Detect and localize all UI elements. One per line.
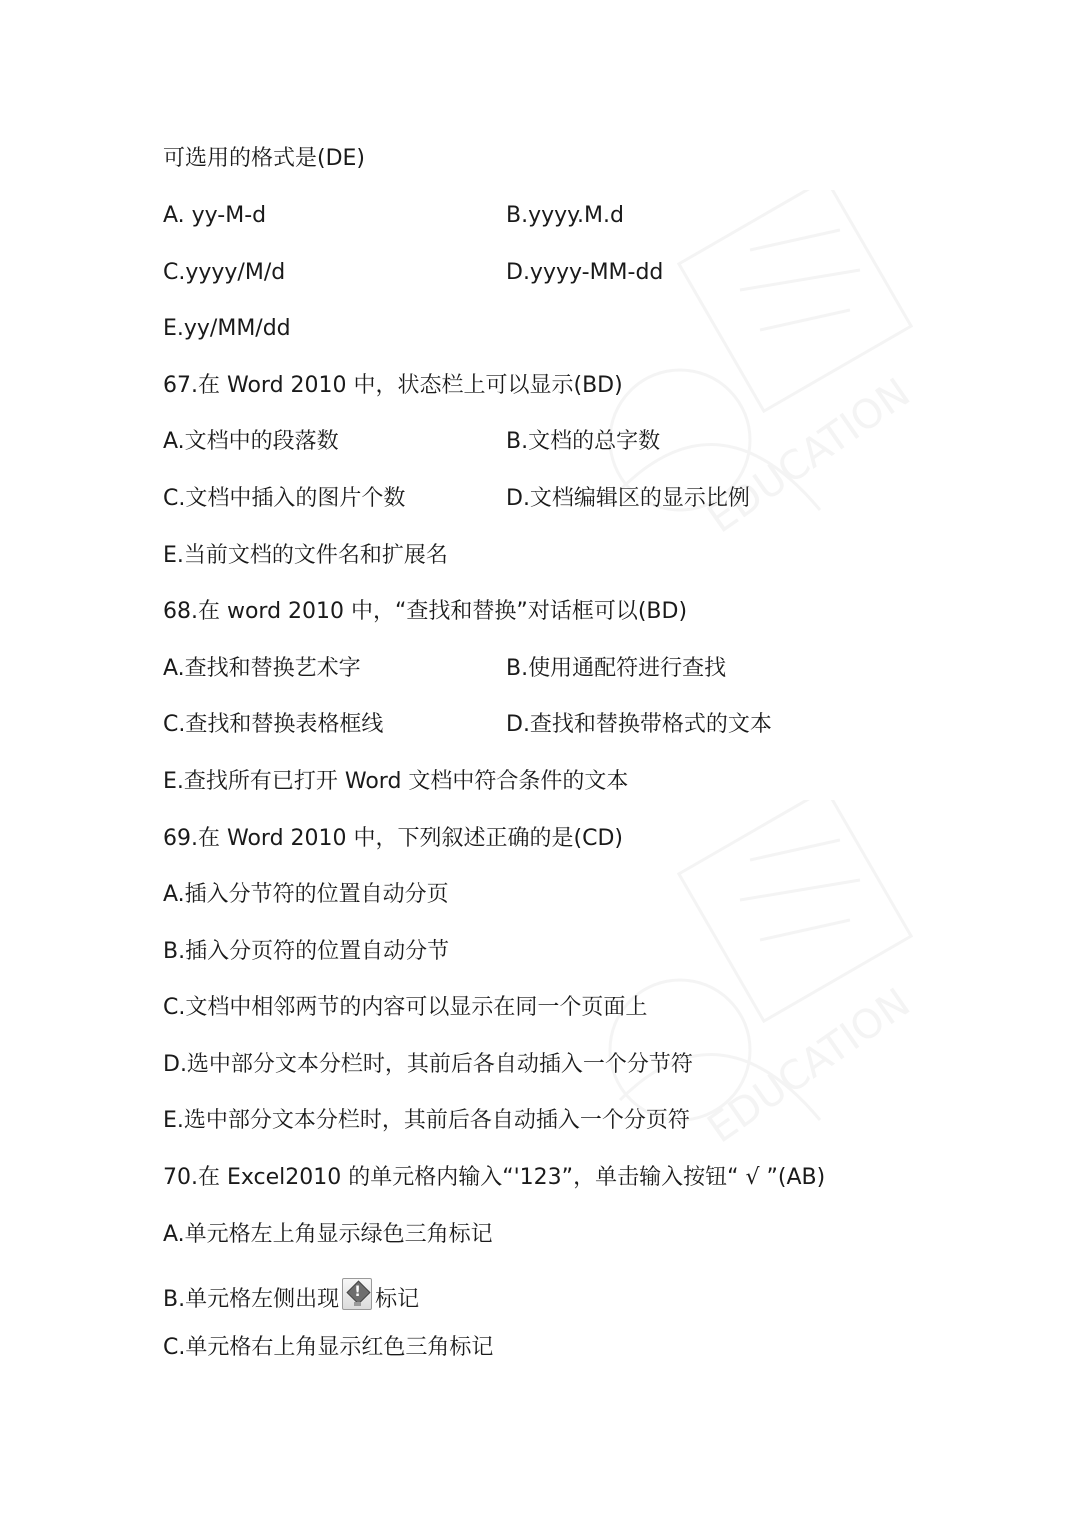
q70-option-b-pre: B.单元格左侧出现: [163, 1287, 340, 1312]
svg-text:EDUCATION: EDUCATION: [699, 369, 919, 543]
q70-option-b: [163, 1278, 419, 1315]
q67-option-e: E.当前文档的文件名和扩展名: [163, 543, 448, 568]
option-a: A. yy-M-d: [163, 203, 267, 228]
q69-option-e: E.选中部分文本分栏时，其前后各自动插入一个分页符: [163, 1108, 690, 1133]
error-check-warning-icon: !: [342, 1278, 372, 1310]
q67-option-a: A.文档中的段落数: [163, 429, 339, 454]
q69-option-b: B.插入分页符的位置自动分节: [163, 939, 450, 964]
q68-option-d: D.查找和替换带格式的文本: [506, 712, 772, 737]
q67-option-c: C.文档中插入的图片个数: [163, 486, 406, 511]
question-70: 70.在 Excel2010 的单元格内输入“'123”，单击输入按钮“ √ ”(AB): [163, 1165, 826, 1190]
option-c: C.yyyy/M/d: [163, 260, 286, 285]
q70-option-b-post: 标记: [375, 1287, 420, 1312]
q69-option-a: A.插入分节符的位置自动分页: [163, 882, 449, 907]
option-e: E.yy/MM/dd: [163, 316, 291, 341]
question-68: 68.在 word 2010 中，“查找和替换”对话框可以(BD): [163, 599, 688, 624]
q67-option-b: B.文档的总字数: [506, 429, 661, 454]
question-67: 67.在 Word 2010 中，状态栏上可以显示(BD): [163, 373, 623, 398]
question-continuation: 可选用的格式是(DE): [163, 146, 366, 171]
question-69: 69.在 Word 2010 中，下列叙述正确的是(CD): [163, 826, 623, 851]
q67-option-d: D.文档编辑区的显示比例: [506, 486, 750, 511]
q70-option-c: C.单元格右上角显示红色三角标记: [163, 1335, 494, 1360]
option-d: D.yyyy-MM-dd: [506, 260, 664, 285]
option-b: B.yyyy.M.d: [506, 203, 624, 228]
q69-option-d: D.选中部分文本分栏时，其前后各自动插入一个分节符: [163, 1052, 693, 1077]
svg-text:EDUCATION: EDUCATION: [699, 979, 919, 1153]
q68-option-b: B.使用通配符进行查找: [506, 656, 727, 681]
q70-option-a: A.单元格左上角显示绿色三角标记: [163, 1222, 493, 1247]
q69-option-c: C.文档中相邻两节的内容可以显示在同一个页面上: [163, 995, 648, 1020]
q68-option-a: A.查找和替换艺术字: [163, 656, 361, 681]
q68-option-c: C.查找和替换表格框线: [163, 712, 384, 737]
q68-option-e: E.查找所有已打开 Word 文档中符合条件的文本: [163, 769, 629, 794]
